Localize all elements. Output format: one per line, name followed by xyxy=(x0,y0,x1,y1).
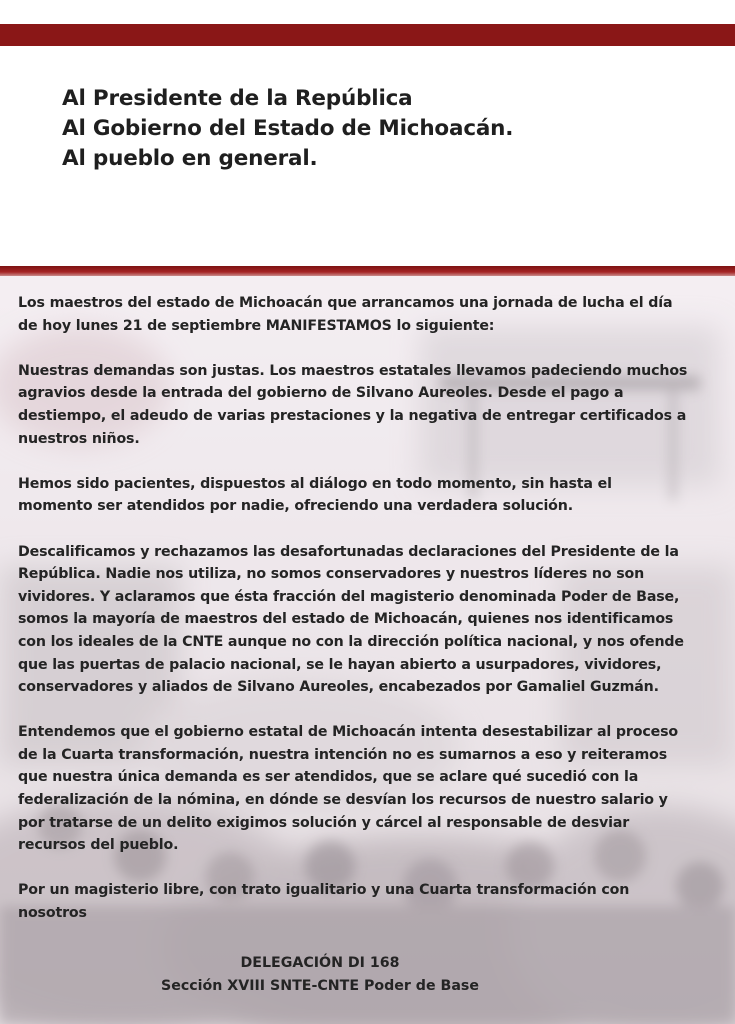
paragraph-demands xyxy=(18,360,723,450)
text-line: de hoy lunes 21 de septiembre MANIFESTAMOS lo siguiente: xyxy=(18,317,495,334)
text-line: Descalificamos y rechazamos las desafortunadas declaraciones del Presidente de la xyxy=(18,543,679,560)
text-line: Por un magisterio libre, con trato igualitario y una Cuarta transformación con xyxy=(18,882,630,899)
header-area xyxy=(0,0,735,268)
text-line: con los ideales de la CNTE aunque no con la dirección política nacional, y nos ofende xyxy=(18,633,684,650)
text-line: nosotros xyxy=(18,905,87,922)
paragraph-rejection xyxy=(18,541,723,699)
text-line: federalización de la nómina, en dónde se desvían los recursos de nuestro salario y xyxy=(18,792,668,809)
text-line: de la Cuarta transformación, nuestra intención no es sumarnos a eso y reiteramos xyxy=(18,746,667,763)
top-red-bar xyxy=(0,24,735,46)
text-line: somos la mayoría de maestros del estado de Michoacán, quienes nos identificamos xyxy=(18,611,674,628)
middle-red-bar xyxy=(0,266,735,276)
text-line: agravios desde la entrada del gobierno de Silvano Aureoles. Desde el pago a xyxy=(18,385,624,402)
text-line: momento ser atendidos por nadie, ofreciendo una verdadera solución. xyxy=(18,498,573,515)
text-line: Nuestras demandas son justas. Los maestros estatales llevamos padeciendo muchos xyxy=(18,362,688,379)
signature-section: Sección XVIII SNTE-CNTE Poder de Base xyxy=(161,977,479,994)
paragraph-patience xyxy=(18,473,723,518)
address-line-people: Al pueblo en general. xyxy=(62,146,318,171)
text-line: por tratarse de un delito exigimos solución y cárcel al responsable de desviar xyxy=(18,814,630,831)
signature-delegation: DELEGACIÓN DI 168 xyxy=(240,955,400,971)
paragraph-understanding xyxy=(18,721,723,857)
text-line: Entendemos que el gobierno estatal de Michoacán intenta desestabilizar al proceso xyxy=(18,724,678,741)
address-block xyxy=(62,84,513,174)
text-line: que nuestra única demanda es ser atendidos, que se aclare qué sucedió con la xyxy=(18,769,639,786)
text-line: nuestros niños. xyxy=(18,430,140,447)
signature-block xyxy=(0,952,640,997)
text-line: República. Nadie nos utiliza, no somos conservadores y nuestros líderes no son xyxy=(18,566,645,583)
text-line: vividores. Y aclaramos que ésta fracción del magisterio denominada Poder de Base, xyxy=(18,588,680,605)
text-line: recursos del pueblo. xyxy=(18,837,179,854)
text-line: Hemos sido pacientes, dispuestos al diálogo en todo momento, sin hasta el xyxy=(18,475,612,492)
text-line: conservadores y aliados de Silvano Aureoles, encabezados por Gamaliel Guzmán. xyxy=(18,679,659,696)
text-line: destiempo, el adeudo de varias prestaciones y la negativa de entregar certificados a xyxy=(18,407,687,424)
text-line: Los maestros del estado de Michoacán que arrancamos una jornada de lucha el día xyxy=(18,295,673,311)
paragraph-intro xyxy=(18,292,723,337)
address-line-government: Al Gobierno del Estado de Michoacán. xyxy=(62,116,514,141)
paragraph-closing xyxy=(18,879,723,924)
text-line: que las puertas de palacio nacional, se le hayan abierto a usurpadores, vividores, xyxy=(18,656,662,673)
address-line-president: Al Presidente de la República xyxy=(62,86,413,111)
letter-body xyxy=(18,292,723,925)
